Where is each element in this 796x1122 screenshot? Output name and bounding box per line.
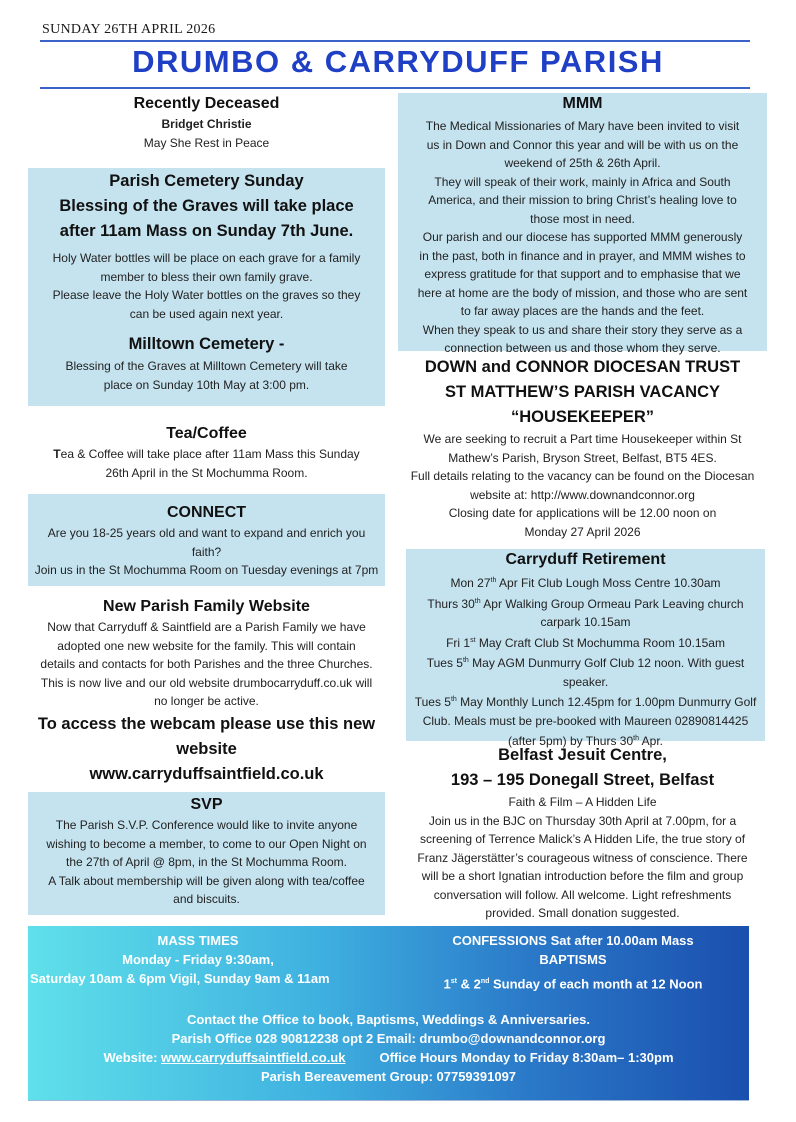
retirement-line-7: Tues 5th May Monthly Lunch 12.45pm for 1.00pm Dunmurry Golf (414, 695, 757, 709)
cemetery-body-1: Holy Water bottles will be place on each grave for a family (52, 251, 361, 265)
connect-line-1: Are you 18-25 years old and want to expand and enrich you (47, 526, 366, 540)
jesuit-line: Join us in the BJC on Thursday 30th April at 7.00pm, for a (428, 813, 737, 828)
header-rule-top (40, 40, 750, 42)
tea-coffee-heading: Tea/Coffee (166, 425, 247, 442)
cemetery-heading-1: Parish Cemetery Sunday (109, 172, 304, 190)
svp-line-5: and biscuits. (173, 892, 240, 906)
office-hours: Office Hours Monday to Friday 8:30am– 1:30pm (379, 1050, 674, 1065)
office-line: Parish Office 028 90812238 opt 2 Email: drumbo@downandconnor.org (171, 1031, 606, 1046)
footer-website-link[interactable]: www.carryduffsaintfield.co.uk (161, 1050, 346, 1065)
cemetery-heading-3: after 11am Mass on Sunday 7th June. (59, 222, 354, 240)
retirement-line-6: speaker. (562, 674, 609, 689)
retirement-line-2: Thurs 30th Apr Walking Group Ormeau Park Leaving church (427, 596, 744, 611)
mmm-line: When they speak to us and share their story they serve as a (422, 322, 743, 337)
mmm-line: to far away places are the hands and the feet. (460, 304, 705, 318)
baptisms-heading: BAPTISMS (539, 952, 607, 967)
website-hours-line: Website: www.carryduffsaintfield.co.uk Office Hours Monday to Friday 8:30am– 1:30pm (103, 1050, 674, 1065)
diocesan-line: Closing date for applications will be 12.00 noon on (448, 506, 717, 520)
diocesan-heading-3: “HOUSEKEEPER” (510, 408, 655, 426)
milltown-heading: Milltown Cemetery - (128, 335, 285, 353)
recently-deceased-section (28, 93, 385, 152)
mmm-line: weekend of 25th & 26th April. (504, 156, 661, 170)
deceased-message: May She Rest in Peace (143, 135, 270, 150)
retirement-line-9: (after 5pm) by Thurs 30th Apr. (507, 734, 664, 748)
diocesan-line[interactable]: website at: http://www.downandconnor.org (470, 487, 695, 502)
svp-line-2: wishing to become a member, to come to our Open Night on (46, 836, 367, 851)
website-section (28, 596, 385, 787)
jesuit-heading-2: 193 – 195 Donegall Street, Belfast (450, 771, 715, 789)
mmm-line: They will speak of their work, mainly in Africa and South (434, 174, 731, 189)
connect-box (28, 494, 385, 586)
diocesan-line: Mathew’s Parish, Bryson Street, Belfast, BT5 4ES. (448, 450, 717, 465)
diocesan-heading-2: ST MATTHEW’S PARISH VACANCY (445, 383, 720, 401)
page-title: DRUMBO & CARRYDUFF PARISH (132, 44, 664, 79)
retirement-line-5: Tues 5th May AGM Dunmurry Golf Club 12 noon. With guest (426, 656, 745, 670)
footer-rule (28, 1100, 749, 1101)
retirement-heading: Carryduff Retirement (505, 551, 666, 568)
diocesan-line: Monday 27 April 2026 (524, 524, 641, 539)
mass-times-block (28, 931, 368, 969)
mmm-line: The Medical Missionaries of Mary have been invited to visit (425, 119, 740, 133)
jesuit-heading-1: Belfast Jesuit Centre, (498, 746, 667, 764)
footer-panel (28, 926, 749, 1100)
website-url[interactable]: www.carryduffsaintfield.co.uk (89, 764, 324, 783)
confessions-block (398, 931, 748, 993)
jesuit-line: conversation will follow. All welcome. Light refreshments (433, 887, 732, 902)
website-line-1: Now that Carryduff & Saintfield are a Parish Family we have (47, 620, 366, 634)
jesuit-line: screening of Terrence Malick’s A Hidden Life, the true story of (419, 832, 746, 846)
bulletin-date: SUNDAY 26TH APRIL 2026 (42, 22, 216, 37)
recently-deceased-heading: Recently Deceased (133, 95, 280, 112)
mmm-line: Our parish and our diocese has supported MMM generously (422, 230, 743, 244)
cemetery-body-3: Please leave the Holy Water bottles on the graves so they (52, 288, 361, 302)
contact-line: Contact the Office to book, Baptisms, Weddings & Anniversaries. (186, 1012, 591, 1027)
jesuit-subtitle: Faith & Film – A Hidden Life (508, 795, 657, 809)
baptisms-line: 1st & 2nd Sunday of each month at 12 Noon (443, 976, 703, 992)
webcam-line-2: website (176, 739, 237, 758)
website-line-3: details and contacts for both Parishes and the three Churches. (40, 657, 373, 671)
jesuit-line: Franz Jägerstätter’s courageous witness of conscience. There (417, 850, 748, 865)
diocesan-line: We are seeking to recruit a Part time Housekeeper within St (423, 432, 742, 446)
retirement-box (406, 549, 765, 748)
mmm-line: in the past, both in finance and in prayer, and MMM wishes to (419, 248, 746, 263)
mmm-line: express gratitude for that support and to emphasise that we (424, 267, 741, 281)
mmm-line: connection between us and those whom they serve. (444, 341, 721, 355)
connect-line-2: faith? (191, 544, 222, 559)
tea-coffee-line-2: 26th April in the St Mochumma Room. (105, 465, 308, 480)
tea-coffee-line-1: Tea & Coffee will take place after 11am Mass this Sunday (53, 447, 360, 461)
bereavement-line: Parish Bereavement Group: 07759391097 (260, 1069, 517, 1084)
jesuit-line: will be a short Ignatian introduction before the film and group (421, 869, 744, 883)
website-line-5: no longer be active. (154, 694, 259, 708)
connect-line-3: Join us in the St Mochumma Room on Tuesday evenings at 7pm (34, 563, 379, 577)
mmm-box (398, 93, 767, 355)
connect-heading: CONNECT (166, 504, 247, 521)
cemetery-box (28, 168, 385, 406)
svp-line-1: The Parish S.V.P. Conference would like to invite anyone (55, 818, 358, 832)
retirement-line-4: Fri 1st May Craft Club St Mochumma Room 10.15am (446, 635, 725, 650)
mass-times-heading: MASS TIMES (157, 933, 239, 948)
retirement-line-3: carpark 10.15am (540, 615, 631, 629)
mmm-line: here at home are the body of mission, and those who are sent (417, 285, 748, 300)
header-rule-bottom (40, 87, 750, 89)
deceased-name: Bridget Christie (161, 117, 252, 131)
tea-coffee-section (28, 423, 385, 482)
website-heading: New Parish Family Website (103, 598, 310, 615)
svp-line-4: A Talk about membership will be given along with tea/coffee (48, 873, 365, 888)
svp-line-3: the 27th of April @ 8pm, in the St Mochumma Room. (66, 855, 347, 869)
jesuit-line: provided. Small donation suggested. (485, 906, 680, 920)
website-line-2: adopted one new website for the family. This will contain (57, 638, 356, 653)
mmm-heading: MMM (562, 95, 603, 112)
diocesan-heading-1: DOWN and CONNOR DIOCESAN TRUST (424, 358, 741, 376)
jesuit-centre-section (398, 743, 767, 923)
website-line-4: This is now live and our old website drumbocarryduff.co.uk will (40, 675, 373, 690)
contact-block (28, 1010, 749, 1086)
diocesan-line: Full details relating to the vacancy can be found on the Diocesan (410, 469, 755, 483)
retirement-line-8: Club. Meals must be pre-booked with Maureen 02890814425 (422, 713, 749, 728)
mass-times-line-1: Monday - Friday 9:30am, (122, 952, 274, 967)
mmm-line: those most in need. (530, 211, 635, 226)
confessions-line: CONFESSIONS Sat after 10.00am Mass (452, 933, 694, 948)
milltown-line-1: Blessing of the Graves at Milltown Cemetery will take (65, 359, 348, 373)
retirement-line-1: Mon 27th Apr Fit Club Lough Moss Centre 10.30am (450, 576, 721, 590)
diocesan-trust-section (398, 355, 767, 541)
cemetery-body-4: can be used again next year. (129, 306, 284, 321)
svp-heading: SVP (190, 796, 223, 813)
mmm-line: America, and their mission to bring Christ’s healing love to (428, 193, 737, 207)
webcam-line-1: To access the webcam please use this new (37, 714, 376, 733)
mmm-line: us in Down and Connor this year and will be with us on the (426, 137, 739, 152)
cemetery-heading-2: Blessing of the Graves will take place (59, 197, 354, 215)
milltown-line-2: place on Sunday 10th May at 3:00 pm. (103, 377, 310, 392)
mass-times-line-2: Saturday 10am & 6pm Vigil, Sunday 9am & 11am (30, 971, 330, 986)
svp-box (28, 792, 385, 915)
cemetery-body-2: member to bless their own family grave. (100, 269, 313, 284)
